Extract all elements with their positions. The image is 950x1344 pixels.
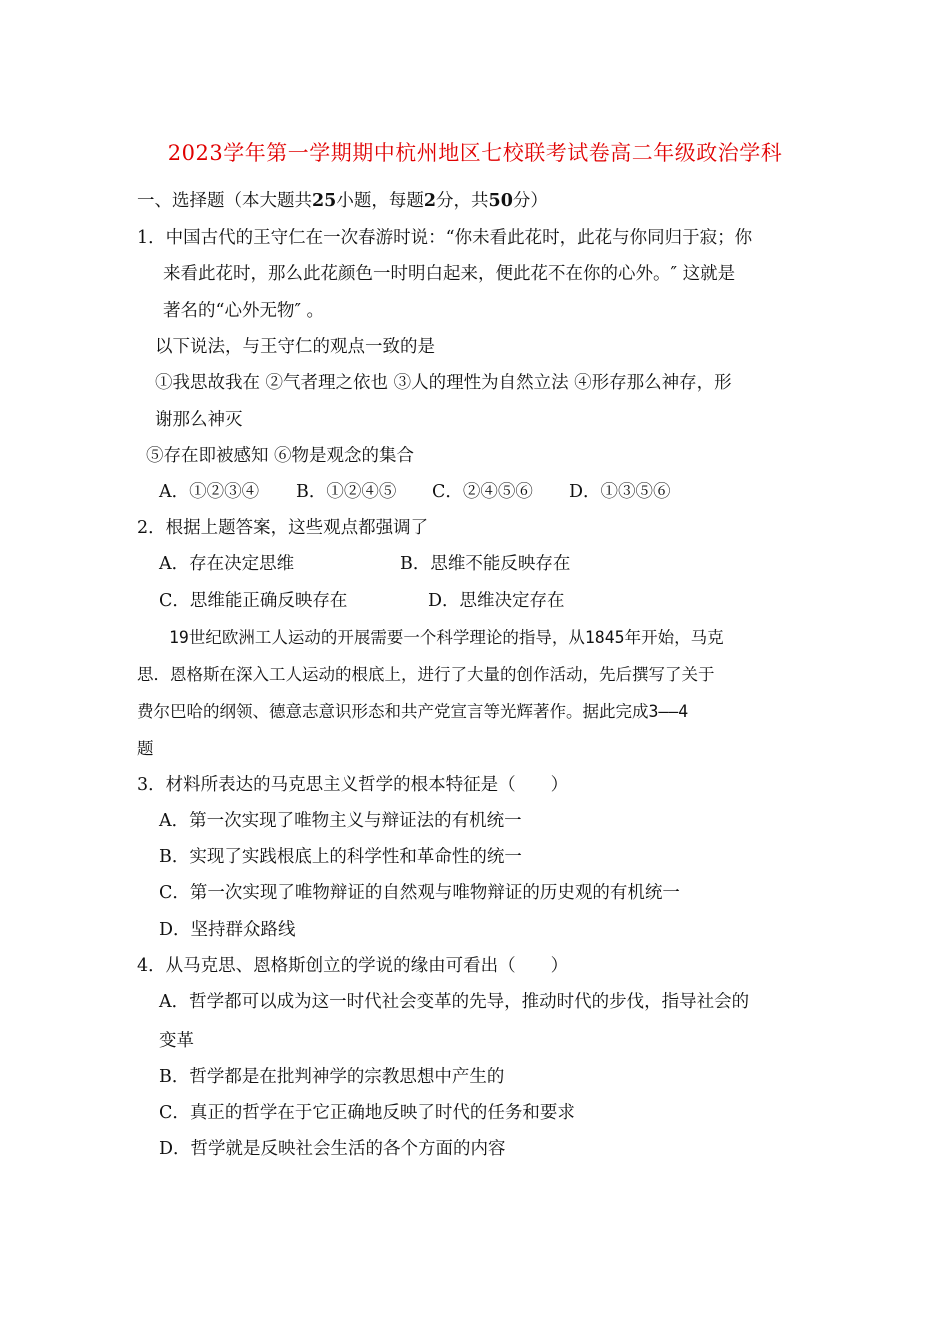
q1-items-line3: ⑤存在即被感知 ⑥物是观念的集合 (146, 446, 415, 466)
q1-option-a: A．①②③④ (159, 482, 260, 502)
page-title: 2023学年第一学期期中杭州地区七校联考试卷高二年级政治学科 (167, 141, 783, 165)
q4-option-a-line2: 变革 (159, 1031, 194, 1051)
q1-items-line2: 谢那么神灭 (155, 410, 243, 430)
q4-option-c: C．真正的哲学在于它正确地反映了时代的任务和要求 (159, 1103, 575, 1123)
section-heading (137, 189, 548, 213)
material-line3: 费尔巴哈的纲领、德意志意识形态和共产党宣言等光辉著作。据此完成3——4 (137, 702, 689, 721)
section-prefix: 一、选择题（本大题共 (137, 191, 312, 211)
q1-stem-line1: 1．中国古代的王守仁在一次春游时说：“你未看此花时，此花与你同归于寂；你 (137, 228, 753, 248)
material-line4: 题 (137, 739, 154, 758)
q1-items-line1: ①我思故我在 ②气者理之依也 ③人的理性为自然立法 ④形存那么神存，形 (155, 373, 732, 393)
section-mid1: 小题，每题 (336, 191, 424, 211)
q2-option-a: A．存在决定思维 (159, 554, 295, 574)
q1-option-b: B．①②④⑤ (296, 482, 397, 502)
q4-option-d: D．哲学就是反映社会生活的各个方面的内容 (159, 1139, 506, 1159)
q4-option-a-line1: A．哲学都可以成为这一时代社会变革的先导，推动时代的步伐，指导社会的 (159, 992, 750, 1012)
q3-option-a: A．第一次实现了唯物主义与辩证法的有机统一 (159, 811, 522, 831)
q2-option-b: B．思维不能反映存在 (400, 554, 571, 574)
question-count: 25 (312, 191, 337, 211)
q3-stem: 3．材料所表达的马克思主义哲学的根本特征是（ ） (137, 775, 569, 795)
q1-stem-line3: 著名的“心外无物″ 。 (163, 301, 325, 321)
q1-option-d: D．①③⑤⑥ (569, 482, 671, 502)
material-line2: 思．恩格斯在深入工人运动的根底上，进行了大量的创作活动，先后撰写了关于 (137, 665, 715, 684)
q1-stem-line2: 来看此花时，那么此花颜色一时明白起来，便此花不在你的心外。″ 这就是 (163, 264, 736, 284)
q4-stem: 4．从马克思、恩格斯创立的学说的缘由可看出（ ） (137, 956, 569, 976)
q1-prompt: 以下说法，与王守仁的观点一致的是 (155, 337, 435, 357)
section-suffix: 分） (512, 191, 548, 211)
q3-option-c: C．第一次实现了唯物辩证的自然观与唯物辩证的历史观的有机统一 (159, 883, 680, 903)
points-per-question: 2 (423, 191, 437, 211)
section-mid2: 分，共 (436, 191, 489, 211)
q2-option-c: C．思维能正确反映存在 (159, 591, 348, 611)
q3-option-b: B．实现了实践根底上的科学性和革命性的统一 (159, 847, 522, 867)
material-line1: 19世纪欧洲工人运动的开展需要一个科学理论的指导，从1845年开始，马克 (169, 628, 724, 647)
q4-option-b: B．哲学都是在批判神学的宗教思想中产生的 (159, 1067, 505, 1087)
q3-option-d: D．坚持群众路线 (159, 920, 296, 940)
q2-option-d: D．思维决定存在 (428, 591, 565, 611)
total-points: 50 (488, 191, 513, 211)
q2-stem: 2．根据上题答案，这些观点都强调了 (137, 518, 429, 538)
q1-option-c: C．②④⑤⑥ (432, 482, 533, 502)
